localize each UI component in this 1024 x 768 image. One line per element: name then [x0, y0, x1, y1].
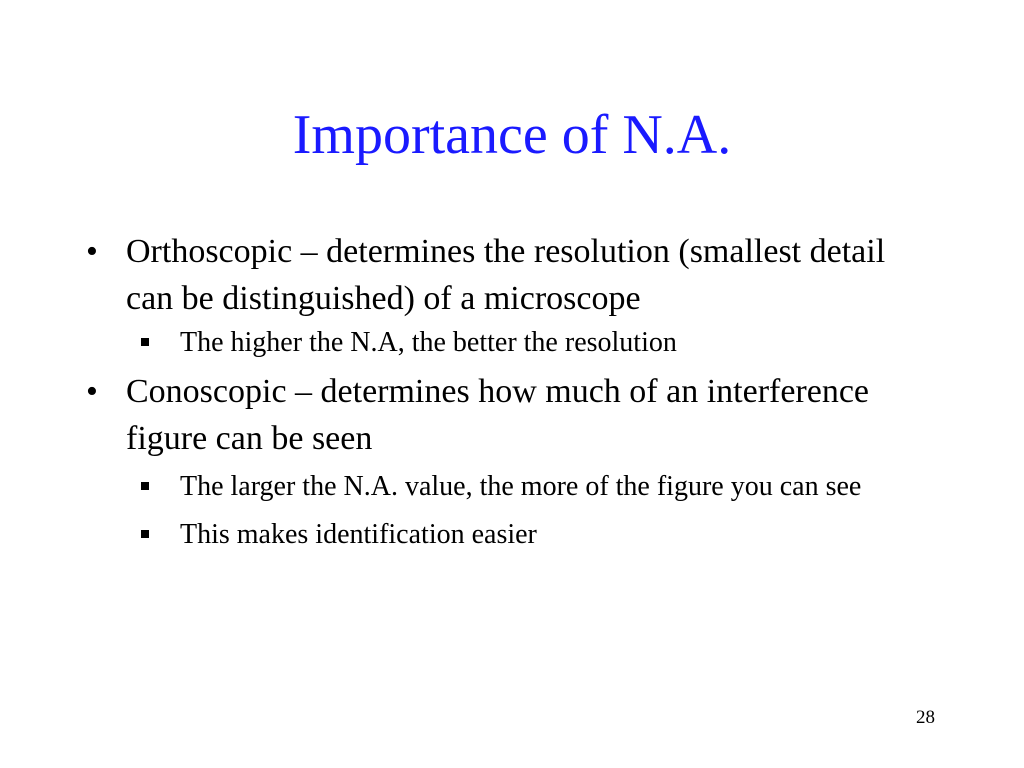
square-bullet-icon	[141, 530, 149, 538]
sub-bullet-text: The higher the N.A, the better the resolution	[180, 327, 677, 358]
bullet-list	[0, 228, 1024, 556]
bullet-item-orthoscopic	[0, 228, 926, 322]
bullet-dot-icon: •	[86, 233, 98, 270]
sub-bullet-text: This makes identification easier	[180, 519, 537, 550]
sub-bullet-item	[0, 322, 910, 364]
sub-bullet-text: The larger the N.A. value, the more of the figure you can see	[180, 471, 862, 502]
bullet-text: Conoscopic – determines how much of an interference figure can be seen	[126, 373, 870, 457]
page-number: 28	[916, 707, 935, 728]
bullet-dot-icon: •	[86, 373, 98, 410]
bullet-item-conoscopic	[0, 368, 926, 462]
slide-title: Importance of N.A.	[292, 104, 732, 166]
sub-bullet-item	[0, 514, 910, 556]
bullet-text: Orthoscopic – determines the resolution (smallest detail can be distinguished) of a microscope	[126, 233, 886, 317]
square-bullet-icon	[141, 338, 149, 346]
sub-bullet-item	[172, 466, 902, 508]
square-bullet-icon	[141, 482, 149, 490]
